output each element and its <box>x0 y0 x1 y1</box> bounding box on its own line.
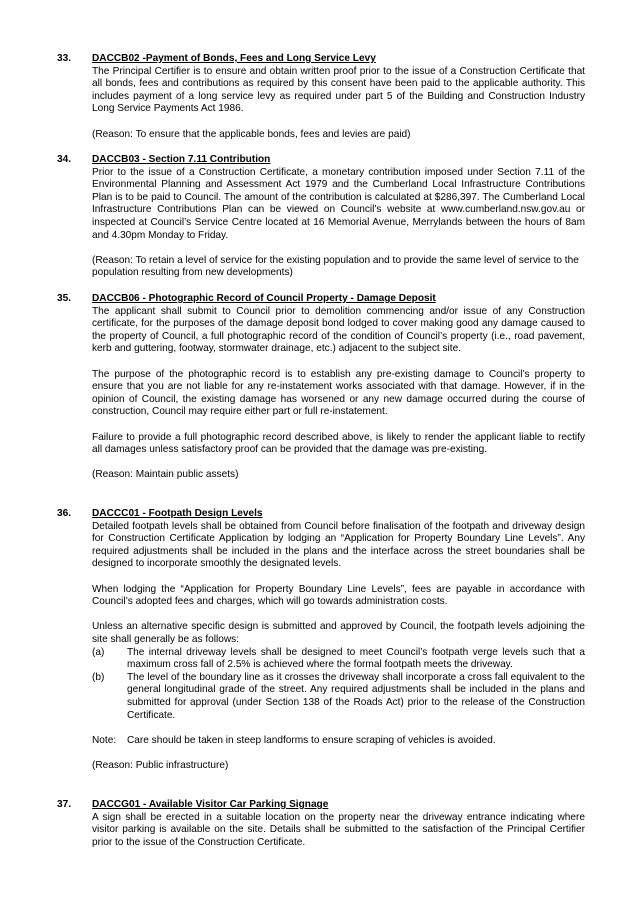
condition-35 <box>57 293 585 482</box>
condition-text: The applicant shall submit to Council prior to demolition commencing and/or issue of any Construction certificate, for the purposes of the damage deposit bond lodged to cover making good any damage caused to the property of Council, a full photographic record of the condition of Council’s property (i.e., road pavement, kerb and guttering, footway, stormwater drainage, etc.) adjacent to the subject site. <box>92 305 585 355</box>
note-text: Care should be taken in steep landforms to ensure scraping of vehicles is avoided. <box>127 734 496 746</box>
condition-title: DACCB02 -Payment of Bonds, Fees and Long Service Levy <box>92 53 376 64</box>
condition-text-3: Unless an alternative specific design is submitted and approved by Council, the footpath levels adjoining the site shall generally be as follows: <box>92 621 585 645</box>
condition-34 <box>57 154 585 280</box>
list-item-label: (a) <box>92 646 105 658</box>
condition-text-2: The purpose of the photographic record is to establish any pre-existing damage to Council’s property to ensure that you are not liable for any re-instatement works associated with that damage. However, if in the opinion of Council, the existing damage has worsened or any new damage occurred during the course of construction, Council may require either part or full re-instatement. <box>92 368 585 418</box>
condition-text: A sign shall be erected in a suitable location on the property near the driveway entrance indicating where visitor parking is available on the site. Details shall be submitted to the satisfaction of the Principal Certifier prior to the issue of the Construction Certificate. <box>92 811 585 848</box>
condition-title: DACCC01 - Footpath Design Levels <box>92 508 263 519</box>
condition-reason: (Reason: To retain a level of service for the existing population and to provide the same level of service to the population resulting from new developments) <box>92 254 579 279</box>
condition-title: DACCB03 - Section 7.11 Contribution <box>92 154 271 165</box>
condition-text: Prior to the issue of a Construction Certificate, a monetary contribution imposed under Section 7.11 of the Environmental Planning and Assessment Act 1979 and the Cumberland Local Infrastructure Contributions Plan is to be paid to Council. The amount of the contribution is calculated at $286,397. The Cumberland Local Infrastructure Contributions Plan can be viewed on Council’s website at www.cumberland.nsw.gov.au or inspected at Council’s Service Centre located at 16 Memorial Avenue, Merrylands between the hours of 8am and 4.30pm Monday to Friday. <box>92 166 585 241</box>
list-item <box>92 672 585 722</box>
condition-number: 37. <box>57 799 72 810</box>
condition-33 <box>57 53 585 141</box>
condition-number: 33. <box>57 53 72 64</box>
condition-number: 34. <box>57 154 72 165</box>
condition-37 <box>57 799 585 849</box>
condition-text-3: Failure to provide a full photographic record described above, is likely to render the applicant liable to rectify all damages unless satisfactory proof can be provided that the damage was pre-existing. <box>92 431 585 456</box>
list-item-text: The level of the boundary line as it crosses the driveway shall incorporate a cross fall equivalent to the general longitudinal grade of the street. Any required adjustments shall be included in the plans and submitted for approval (under Section 138 of the Roads Act) prior to the release of the Construction Certificate. <box>127 671 585 721</box>
condition-text-2: When lodging the “Application for Property Boundary Line Levels”, fees are payable in accordance with Council’s adopted fees and charges, which will go towards administration costs. <box>92 583 585 608</box>
condition-36 <box>57 508 585 772</box>
condition-text: Detailed footpath levels shall be obtained from Council before finalisation of the footpath and driveway design for Construction Certificate Application by lodging an “Application for Property Boundary Line Levels”. Any required adjustments shall be included in the plans and the interface across the street boundaries shall be designed to incorporate smoothly the designated levels. <box>92 520 585 570</box>
condition-text: The Principal Certifier is to ensure and obtain written proof prior to the issue of a Construction Certificate that all bonds, fees and contributions as required by this consent have been paid to the applicable authority. This includes payment of a long service levy as required under part 5 of the Building and Construction Industry Long Service Payments Act 1986. <box>92 65 585 115</box>
condition-title: DACCG01 - Available Visitor Car Parking Signage <box>92 799 329 810</box>
list-item-label: (b) <box>92 671 105 683</box>
condition-reason: (Reason: Public infrastructure) <box>92 759 229 771</box>
condition-title: DACCB06 - Photographic Record of Council Property - Damage Deposit <box>92 293 436 304</box>
list-item <box>92 647 585 672</box>
condition-number: 35. <box>57 293 72 304</box>
condition-reason: (Reason: To ensure that the applicable bonds, fees and levies are paid) <box>92 128 411 140</box>
note-label: Note: <box>92 734 117 746</box>
note <box>92 735 585 748</box>
condition-reason: (Reason: Maintain public assets) <box>92 469 239 481</box>
list-item-text: The internal driveway levels shall be designed to meet Council’s footpath verge levels such that a maximum cross fall of 2.5% is achieved where the formal footpath meets the driveway. <box>127 646 585 671</box>
condition-number: 36. <box>57 508 72 519</box>
